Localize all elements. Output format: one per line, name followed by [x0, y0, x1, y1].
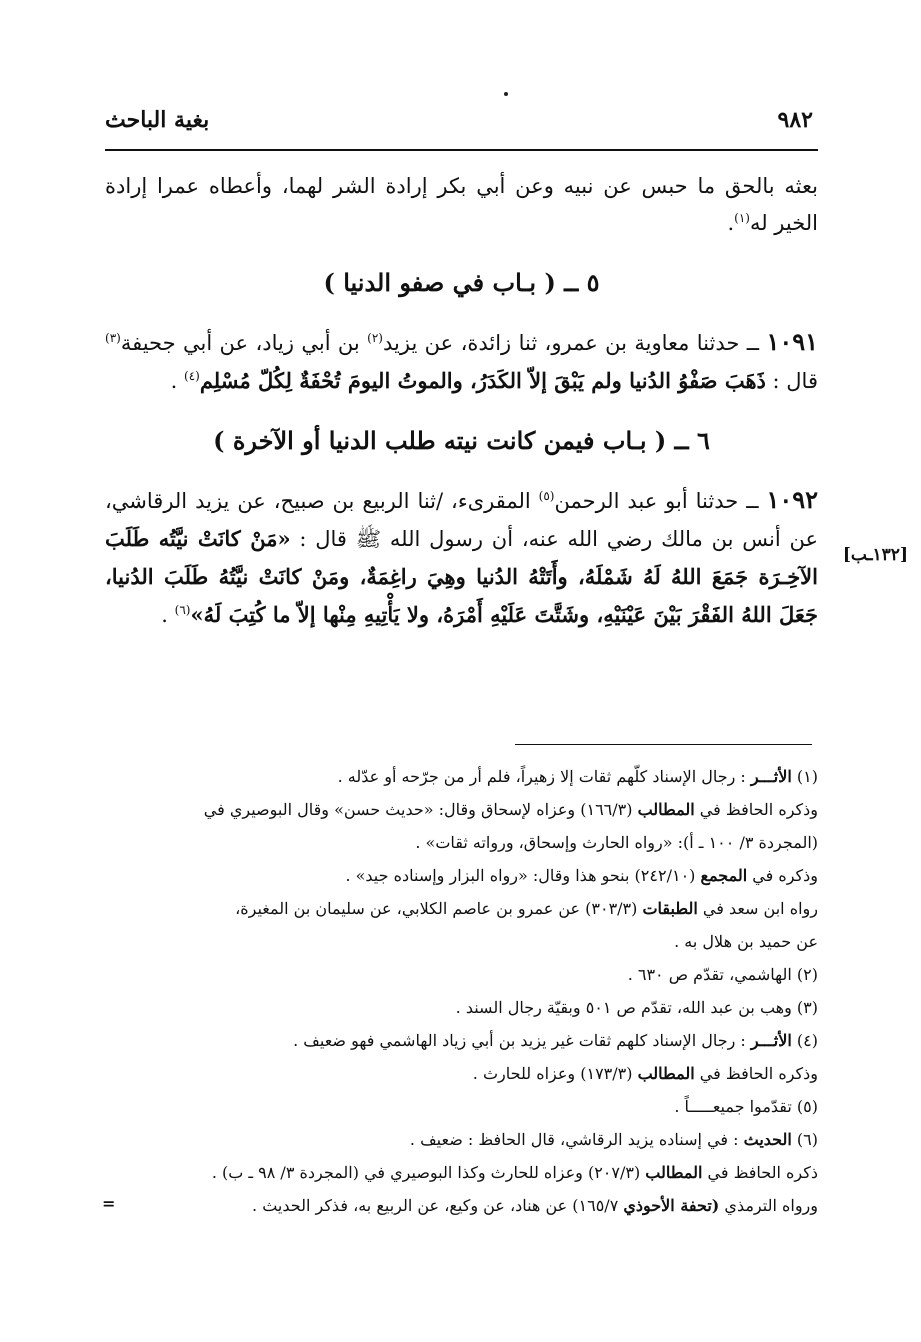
ink-speck — [504, 92, 508, 96]
footnote-line: (١) الأثـــر : رجال الإسناد كلّهم ثقات إلا زهيراً، فلم أر من جرّحه أو عدّله . — [337, 767, 818, 786]
page-number: ٩٨٢ — [777, 107, 813, 133]
footnote-ref: (٤) — [184, 369, 200, 383]
hadith-1092: ١٠٩٢ ــ حدثنا أبو عبد الرحمن$^{(٥)}$ المقرىء، /ثنا الربيع بن صبيح، عن يزيد الرقاشي، عن أنس بن مالك رضي الله عنه، أن رسول الله ﷺ قال : «مَنْ كانَتْ نيَّتُه طَلَبَ الآخِـرَة جَمَعَ اللهُ لَهُ شَمْلَهُ، وأَتَتْهُ الدُنيا وهِيَ راغِمَةٌ، ومَنْ كانَتْ نيَّتُهُ طَلَبَ الدُنيا، جَعَلَ اللهُ الفَقْرَ بَيْنَ عَيْنَيْهِ، وشَتَّتَ عَلَيْهِ أَمْرَهُ، ولا يَأْتِيهِ مِنْها إلاّ ما كُتِبَ لَهُ»$^{(٦)}$ . — [105, 485, 819, 627]
footnote-line: وذكره الحافظ في المطالب (١٧٣/٣) وعزاه للحارث . — [472, 1064, 818, 1083]
footnote-line: رواه ابن سعد في الطبقات (٣٠٣/٣) عن عمرو بن عاصم الكلابي، عن سليمان بن المغيرة، — [235, 899, 818, 918]
footnote-line: عن حميد بن هلال به . — [674, 932, 818, 951]
intro-paragraph: بعثه بالحق ما حبس عن نبيه وعن أبي بكر إرادة الشر لهما، وأعطاه عمرا إرادة الخير له$^{(١)}$. — [105, 174, 818, 235]
footnote-line: ورواه الترمذي (تحفة الأحوذي ١٦٥/٧) عن هناد، عن وكيع، عن الربيع به، فذكر الحديث . — [252, 1196, 818, 1215]
footnote-ref: (٥) — [538, 489, 555, 503]
footnotes — [105, 760, 818, 1222]
hadith-1091: ١٠٩١ ــ حدثنا معاوية بن عمرو، ثنا زائدة، عن يزيد$^{(٢)}$ بن أبي زياد، عن أبي جحيفة$^{(٣)}$ قال : ذَهَبَ صَفْوُ الدُنيا ولم يَبْقَ إلاّ الكَدَرُ، والموتُ اليومَ تُحْفَةٌ لِكُلّ مُسْلِم$^{(٤)}$ . — [105, 327, 818, 393]
hadith-quote: «مَنْ كانَتْ نيَّتُه طَلَبَ الآخِـرَة جَمَعَ اللهُ لَهُ شَمْلَهُ، وأَتَتْهُ الدُنيا وهِيَ راغِمَةٌ، ومَنْ كانَتْ نيَّتُهُ طَلَبَ الدُنيا، جَعَلَ اللهُ الفَقْرَ بَيْنَ عَيْنَيْهِ، وشَتَّتَ عَلَيْهِ أَمْرَهُ، ولا يَأْتِيهِ مِنْها إلاّ ما كُتِبَ لَهُ» — [105, 526, 818, 627]
hadith-quote: ذَهَبَ صَفْوُ الدُنيا ولم يَبْقَ إلاّ الكَدَرُ، والموتُ اليومَ تُحْفَةٌ لِكُلّ مُسْلِم — [199, 368, 766, 393]
footnote-line: وذكره في المجمع (٢٤٢/١٠) بنحو هذا وقال: «رواه البزار وإسناده جيد» . — [345, 866, 818, 885]
footnote-separator — [515, 744, 812, 745]
footnote-ref: (٣) — [105, 331, 121, 345]
section-heading-5: ٥ ــ ( بـاب في صفو الدنيا ) — [323, 268, 600, 297]
footnote-ref: (٢) — [367, 331, 383, 345]
footnote-line: (٤) الأثـــر : رجال الإسناد كلهم ثقات غير يزيد بن أبي زياد الهاشمي فهو ضعيف . — [293, 1031, 818, 1050]
footnote-line: (٢) الهاشمي، تقدّم ص ٦٣٠ . — [627, 965, 818, 984]
header-rule — [105, 149, 818, 151]
continuation-mark: = — [102, 1194, 116, 1213]
book-title: بغية الباحث — [105, 107, 210, 133]
footnote-line: (٣) وهب بن عبد الله، تقدّم ص ٥٠١ وبقيّة رجال السند . — [455, 998, 818, 1017]
running-header — [105, 100, 813, 140]
section-heading-6: ٦ ــ ( بـاب فيمن كانت نيته طلب الدنيا أو الآخرة ) — [213, 426, 710, 455]
manuscript-folio-marker: [١٣٢ـب] — [842, 545, 908, 565]
hadith-number: ١٠٩١ — [766, 327, 818, 356]
hadith-number: ١٠٩٢ — [766, 485, 818, 514]
footnote-line: (٦) الحديث : في إسناده يزيد الرقاشي، قال الحافظ : ضعيف . — [409, 1130, 818, 1149]
main-text — [105, 168, 818, 634]
footnote-line: ذكره الحافظ في المطالب (٢٠٧/٣) وعزاه للحارث وكذا البوصيري في (المجردة ٣/ ٩٨ ـ ب) . — [211, 1163, 818, 1182]
footnote-ref: (٦) — [174, 603, 191, 617]
footnote-line: (٥) تقدّموا جميعـــــاً . — [674, 1097, 818, 1116]
footnote-line: (المجردة ٣/ ١٠٠ ـ أ): «رواه الحارث وإسحاق، ورواته ثقات» . — [415, 833, 818, 852]
footnote-ref: (١) — [734, 211, 750, 225]
footnote-line: وذكره الحافظ في المطالب (١٦٦/٣) وعزاه لإسحاق وقال: «حديث حسن» وقال البوصيري في — [203, 800, 818, 819]
